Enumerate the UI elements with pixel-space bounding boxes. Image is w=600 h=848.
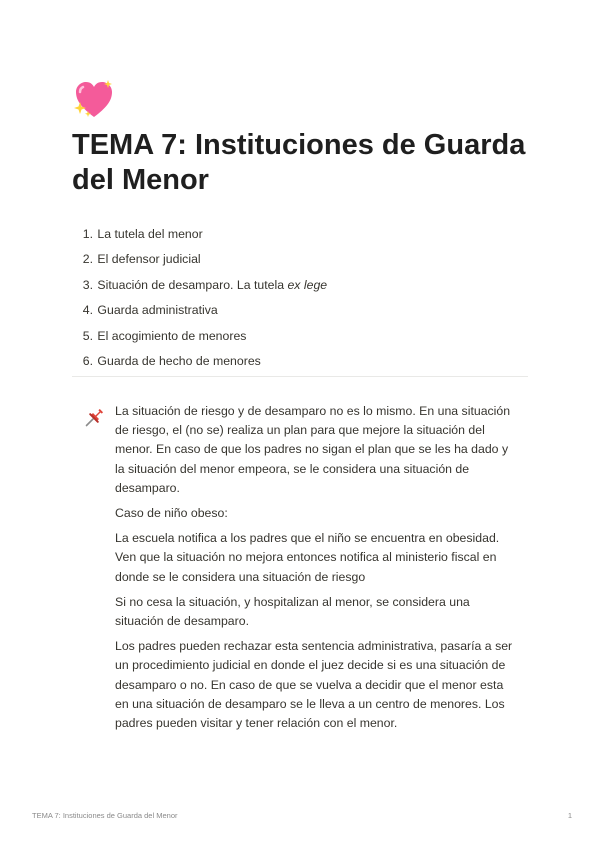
- toc-number: 3.: [82, 277, 93, 292]
- toc-text: El acogimiento de menores: [97, 328, 247, 343]
- callout-paragraph: Si no cesa la situación, y hospitalizan al menor, se considera una situación de desamparo.: [115, 594, 470, 629]
- page-title: TEMA 7: Instituciones de Guarda del Menor: [72, 129, 526, 196]
- toc-text: Guarda administrativa: [97, 303, 218, 318]
- toc-number: 6.: [82, 353, 93, 368]
- sparkling-heart-icon: [72, 78, 116, 120]
- callout-paragraph: La situación de riesgo y de desamparo no es lo mismo. En una situación de riesgo, el (no se) realiza un plan para que mejore la situación del menor. En caso de que los padres no sigan el plan que se les ha dado y la situación del menor empeora, se le considera una situación de desamparo.: [115, 404, 511, 495]
- toc-text-wrapper: [97, 273, 327, 298]
- callout-text: [115, 402, 520, 739]
- toc-text: Guarda de hecho de menores: [97, 353, 261, 368]
- toc-number: 5.: [82, 328, 93, 343]
- callout-paragraph: La escuela notifica a los padres que el niño se encuentra en obesidad. Ven que la situación no mejora entonces notifica al ministerio fiscal en donde se le considera una situación de riesgo: [115, 531, 500, 584]
- table-of-contents: [72, 222, 532, 374]
- page-footer: [32, 811, 572, 820]
- toc-number: 1.: [82, 227, 93, 241]
- callout-paragraph: Caso de niño obeso:: [115, 506, 228, 521]
- toc-item[interactable]: [72, 273, 532, 298]
- footer-title: TEMA 7: Instituciones de Guarda del Menor: [32, 811, 178, 820]
- toc-text: El defensor judicial: [97, 252, 201, 267]
- toc-text-italic: ex lege: [287, 277, 328, 292]
- pushpin-icon: [84, 406, 106, 428]
- toc-text: Situación de desamparo. La tutela: [97, 277, 288, 292]
- toc-item[interactable]: [72, 222, 532, 247]
- toc-item[interactable]: [72, 247, 532, 272]
- callout-paragraph: Los padres pueden rechazar esta sentencia administrativa, pasaría a ser un procedimiento judicial en donde el juez decide si es una situación de desamparo o no. En caso de que se vuelva a decidir que el menor esta en una situación de desamparo se le lleva a un centro de menores. Los padres pueden visitar y tener relación con el menor.: [115, 639, 513, 731]
- toc-item[interactable]: [72, 349, 532, 374]
- toc-text: La tutela del menor: [97, 227, 203, 241]
- toc-item[interactable]: [72, 298, 532, 323]
- page-number: 1: [567, 811, 572, 820]
- toc-item[interactable]: [72, 324, 532, 349]
- divider: [72, 376, 528, 377]
- toc-number: 4.: [82, 303, 93, 318]
- toc-number: 2.: [82, 252, 93, 267]
